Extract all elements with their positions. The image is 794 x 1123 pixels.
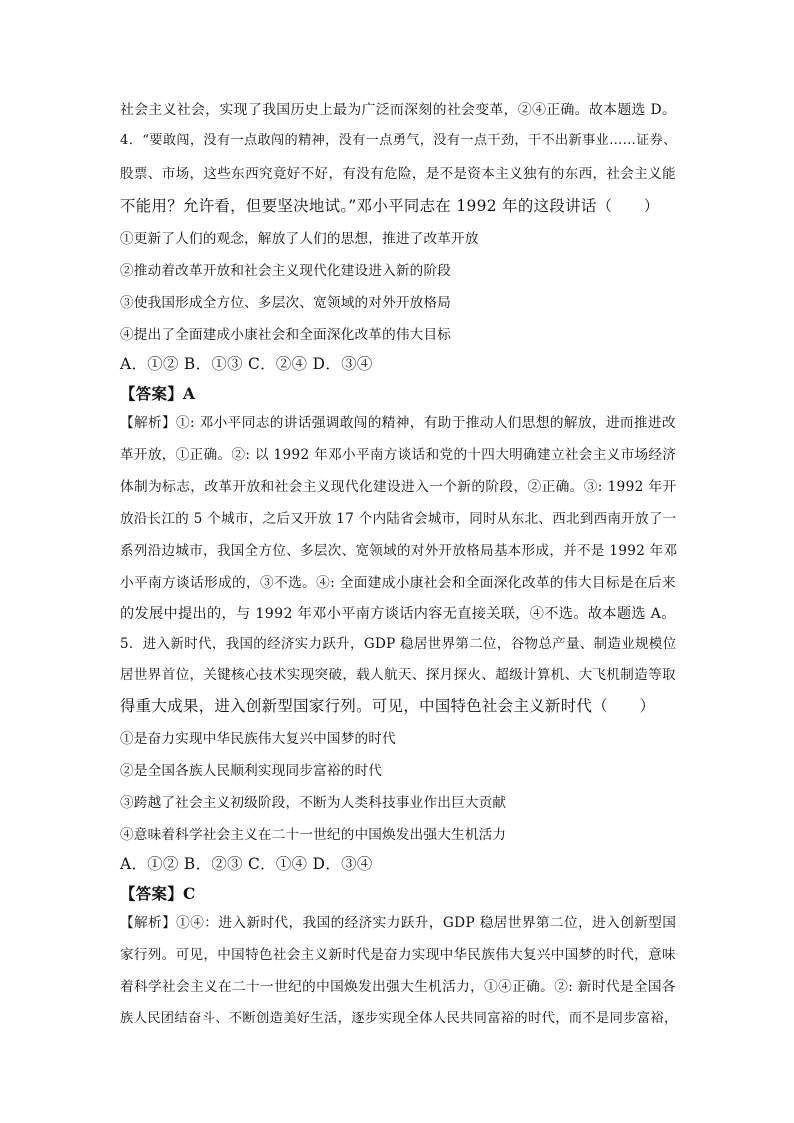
question-5-option-1: ①是奋力实现中华民族伟大复兴中国梦的时代 [120,731,396,747]
question-4-analysis-line-1: 【解析】①: 邓小平同志的讲话强调敢闯的精神，有助于推动人们思想的解放，进而推进改 [120,415,676,431]
question-5-analysis-line-2: 家行列。可见，中国特色社会主义新时代是奋力实现中华民族伟大复兴中国梦的时代，意味 [120,947,676,963]
text-line-solution-continuation: 社会主义社会，实现了我国历史上最为广泛而深刻的社会变革，②④正确。故本题选 D。 [120,102,677,118]
question-4-analysis-line-2: 革开放，①正确。②: 以 1992 年邓小平南方谈话和党的十四大明确建立社会主义市场经济 [120,447,677,463]
question-5-choices: A．①② B．②③ C．①④ D．③④ [120,855,373,873]
question-5-option-2: ②是全国各族人民顺利实现同步富裕的时代 [120,763,383,779]
question-4-analysis-line-5: 系列沿边城市，我国全方位、多层次、宽领域的对外开放格局基本形成，并不是 1992 年邓 [120,543,678,559]
question-4-analysis-line-7: 的发展中提出的，与 1992 年邓小平南方谈话内容无直接关联，④不选。故本题选 A。 [120,606,676,622]
question-5-stem-line-2: 居世界首位，关键核心技术实现突破，载人航天、探月探火、超级计算机、大飞机制造等取 [120,667,676,683]
question-4-option-4: ④提出了全面建成小康社会和全面深化改革的伟大目标 [120,327,452,343]
question-4-option-3: ③使我国形成全方位、多层次、宽领域的对外开放格局 [120,295,452,311]
question-4-option-2: ②推动着改革开放和社会主义现代化建设进入新的阶段 [120,263,452,279]
question-4-choices: A．①② B．①③ C．②④ D．③④ [120,355,373,373]
question-5-option-3: ③跨越了社会主义初级阶段，不断为人类科技事业作出巨大贡献 [120,795,507,811]
question-5-option-4: ④意味着科学社会主义在二十一世纪的中国焕发出强大生机活力 [120,827,507,843]
question-4-analysis-line-3: 体制为标志，改革开放和社会主义现代化建设进入一个新的阶段，②正确。③: 1992 年开 [120,479,677,495]
question-5-stem-line-1: 5．进入新时代，我国的经济实力跃升，GDP 稳居世界第二位，谷物总产量、制造业规模位 [120,636,677,652]
question-5-analysis-line-1: 【解析】①④：进入新时代，我国的经济实力跃升，GDP 稳居世界第二位，进入创新型国 [120,915,677,931]
question-4-analysis-line-6: 小平南方谈话形成的，③不选。④: 全面建成小康社会和全面深化改革的伟大目标是在后来 [120,575,676,591]
question-4-stem-line-3: 不能用？允许看，但要坚决地试。”邓小平同志在 1992 年的这段讲话（ ） [120,197,660,215]
question-5-analysis-line-4: 族人民团结奋斗、不断创造美好生活，逐步实现全体人民共同富裕的时代，而不是同步富裕， [120,1011,678,1026]
question-5-analysis-line-3: 着科学社会主义在二十一世纪的中国焕发出强大生机活力，①④正确。②: 新时代是全国各 [120,979,676,995]
question-5-stem-line-3: 得重大成果，进入创新型国家行列。可见，中国特色社会主义新时代（ ） [120,697,656,715]
question-4-analysis-line-4: 放沿长江的 5 个城市，之后又开放 17 个内陆省会城市，同时从东北、西北到西南开放了一 [120,511,677,527]
question-4-answer: 【答案】A [120,385,196,403]
question-4-option-1: ①更新了人们的观念，解放了人们的思想，推进了改革开放 [120,231,479,247]
question-5-answer: 【答案】C [120,885,196,903]
question-4-stem-line-1: 4．“要敢闯，没有一点敢闯的精神，没有一点勇气，没有一点干劲，干不出新事业……证券、 [120,133,677,148]
question-4-stem-line-2: 股票、市场，这些东西究竟好不好，有没有危险，是不是资本主义独有的东西，社会主义能 [120,166,676,182]
